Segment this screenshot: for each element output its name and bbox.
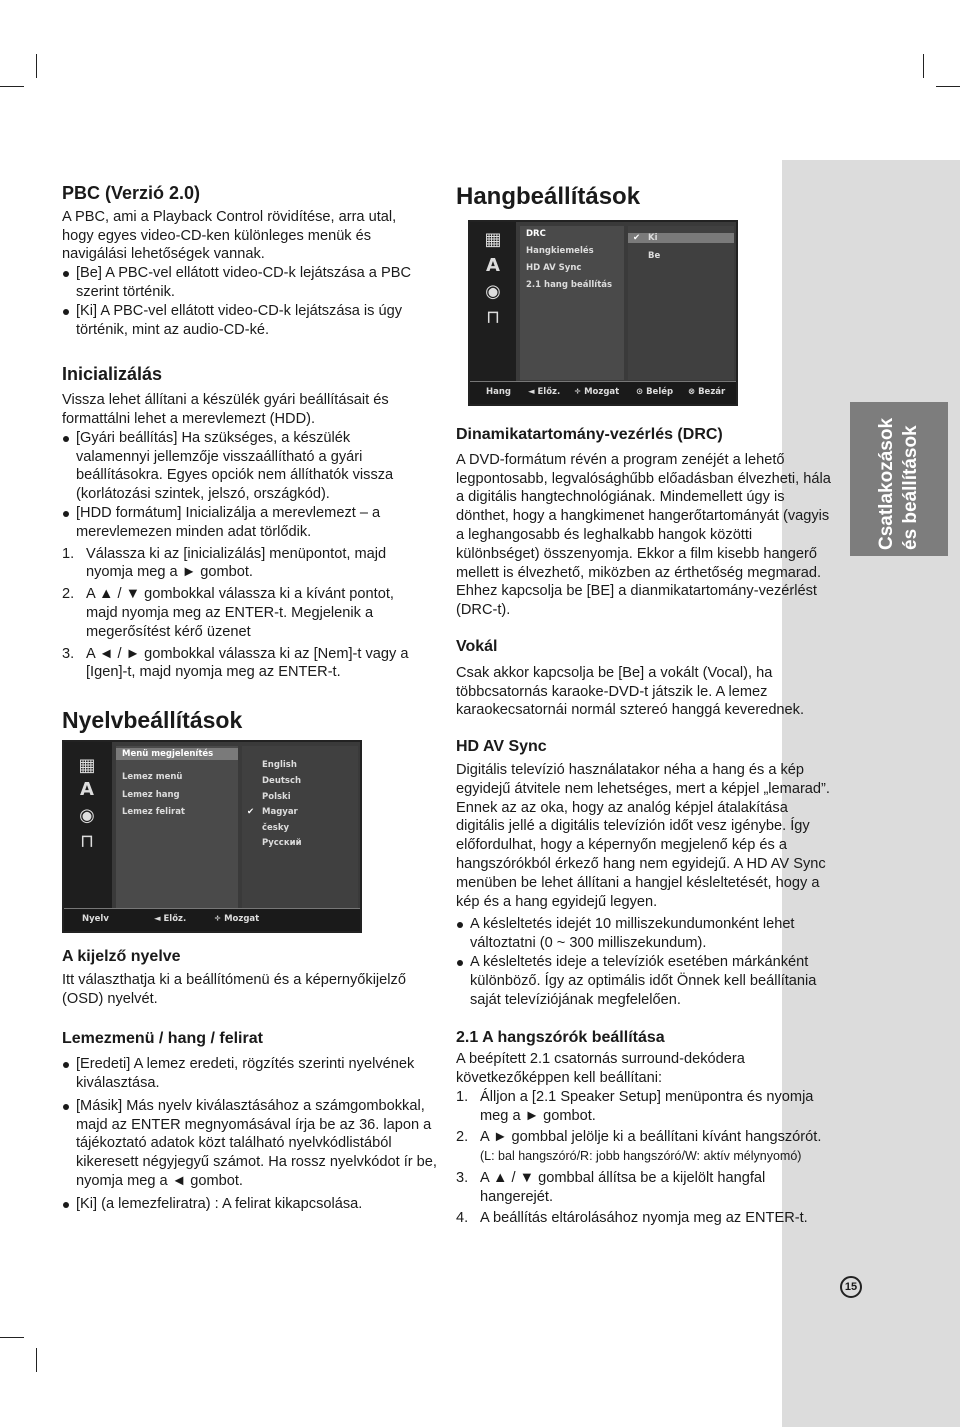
- osd-icon-strip: [470, 222, 516, 404]
- osd-menu-list: [116, 746, 238, 908]
- osd-icon-strip: [64, 742, 112, 931]
- osd-bar-close: ⊗ Bezár: [688, 387, 726, 397]
- step-text: A ◄ / ► gombokkal válassza ki az [Nem]-t vagy a [Igen]-t, majd nyomja meg az ENTER-t.: [86, 645, 409, 681]
- init-bullet: [HDD formátum] Inicializálja a merevlemezt – a merevlemezen minden adat törlődik.: [62, 504, 422, 542]
- osd-bar-prev: ◄ Előz.: [528, 387, 561, 397]
- disc-icon: ▦: [78, 755, 96, 776]
- pbc-intro: A PBC, ami a Playback Control rövidítése, arra utal, hogy egyes video-CD-ken különleges menük és navigálási lehetőségek vannak.: [62, 208, 397, 263]
- osd-menu-item[interactable]: Lemez felirat: [122, 807, 185, 817]
- osd-option[interactable]: Polski: [262, 792, 291, 802]
- osd-option-list: [242, 746, 358, 908]
- hdav-bullet: A késleltetés ideje a televíziók esetében márkánként különböző. Így az optimális időt Önnek kell beállítania saját televíziójának megfelelően.: [456, 953, 834, 1009]
- step-text: Álljon a [2.1 Speaker Setup] menüpontra és nyomja meg a ► gombot.: [480, 1088, 814, 1124]
- crop-mark: [936, 86, 960, 87]
- section-tab-label: [850, 402, 948, 556]
- osd-bottom-bar: [64, 908, 360, 931]
- lemezmenu-bullet: [Ki] (a lemezfeliratra) : A felirat kikapcsolása.: [62, 1195, 440, 1214]
- osd-menu-item[interactable]: Menü megjelenítés: [116, 748, 238, 760]
- osd-menu-item[interactable]: Lemez menü: [122, 772, 183, 782]
- step-text: A ► gombbal jelölje ki a beállítani kívánt hangszórót.: [480, 1129, 822, 1146]
- step-note: (L: bal hangszóró/R: jobb hangszóró/W: aktív mélynyomó): [480, 1149, 802, 1164]
- hang-title: Hangbeállítások: [456, 183, 641, 210]
- kijelzo-text: Itt választhatja ki a beállítómenü és a képernyőkijelző (OSD) nyelvét.: [62, 971, 406, 1007]
- init-step: [62, 645, 422, 683]
- init-bullet: [Gyári beállítás] Ha szükséges, a készülék valamennyi jellemzője visszaállítható a gyári beállításokra. Egyes opciók nem állíthatók vissza (korlátozási szintek, jelszó, országkód).: [62, 429, 422, 504]
- speaker-step: [456, 1209, 834, 1228]
- pbc-title: PBC (Verzió 2.0): [62, 183, 201, 203]
- hdav-bullet: A késleltetés idejét 10 milliszekundumonként lehet változtatni (0 ~ 300 milliszekundum).: [456, 915, 834, 953]
- step-text: Válassza ki az [inicializálás] menüpontot, majd nyomja meg a ► gombot.: [86, 545, 387, 581]
- osd-option-label: Ki: [648, 233, 658, 243]
- step-text: A beállítás eltárolásához nyomja meg az ENTER-t.: [480, 1210, 808, 1227]
- speaker-intro: A beépített 2.1 csatornás surround-dekódera következőképpen kell beállítani:: [456, 1051, 745, 1086]
- step-text: A ▲ / ▼ gombokkal válassza ki a kívánt pontot, majd nyomja meg az ENTER-t. Megjelenik a megerősítést kérő üzenet: [86, 586, 394, 640]
- drc-title: Dinamikatartomány-vezérlés (DRC): [456, 426, 723, 443]
- osd-bar-enter: ⊙ Belép: [636, 387, 674, 397]
- drc-text: A DVD-formátum révén a program zenéjét a lehető legpontosabb, legvalósághűbb előadásban élvezheti, hála a digitális hangtechnológiának. Mindemellett úgy is dönthet, hogy a hangkimenet hangerőtartományát (vagyis a leghangosabb és leghalkabb hangok közötti különbséget) összenyomja. Ekkor a film kisebb hangerő mellett is élvezhető, miközben az érthetőség megmarad. Ehhez kapcsolja be [BE] a dianmikatartomány-vezérlést (DRC-t).: [456, 451, 831, 619]
- hdav-title: HD AV Sync: [456, 738, 547, 756]
- osd-option[interactable]: English: [262, 760, 297, 770]
- lock-icon: ⊓: [79, 831, 95, 852]
- osd-bar-move: ÷ Mozgat: [574, 387, 620, 397]
- language-icon: A: [80, 779, 94, 800]
- step-number: 1.: [456, 1088, 469, 1105]
- lemezmenu-bullet: [Eredeti] A lemez eredeti, rögzítés szerinti nyelvének kiválasztása.: [62, 1055, 440, 1093]
- right-column-text: [456, 426, 834, 1228]
- osd-option[interactable]: [628, 233, 734, 243]
- lemezmenu-bullet: [Másik] Más nyelv kiválasztásához a számgombokkal, majd az ENTER megnyomásával írja be az 36. lapon a tájékoztató adatok közt található nyelvkódlistából kikeresett négyjegyű számot. Ha rossz nyelvkódot ír be, nyomja meg a ◄ gombot.: [62, 1097, 440, 1191]
- speaker-step: [456, 1169, 834, 1207]
- osd-menu-item[interactable]: 2.1 hang beállítás: [526, 280, 613, 290]
- pbc-bullet: [Be] A PBC-vel ellátott video-CD-k lejátszása a PBC szerint történik.: [62, 264, 422, 302]
- step-number: 3.: [456, 1169, 469, 1186]
- crop-mark: [36, 54, 37, 78]
- init-title: Inicializálás: [62, 364, 163, 385]
- speaker-title: 2.1 A hangszórók beállítása: [456, 1029, 665, 1047]
- osd-menu-item[interactable]: Lemez hang: [122, 790, 180, 800]
- section-tab-line1: Csatlakozások: [876, 417, 897, 550]
- osd-option-label: Magyar: [262, 807, 298, 817]
- osd-bar-move: ÷ Mozgat: [214, 914, 260, 924]
- init-step: [62, 545, 422, 583]
- osd-bottom-bar: [470, 381, 736, 404]
- language-icon: A: [486, 255, 500, 276]
- sound-menu-screenshot: [468, 220, 738, 406]
- page-number: 15: [840, 1276, 862, 1298]
- step-number: 1.: [62, 545, 75, 562]
- step-number: 3.: [62, 645, 75, 662]
- speaker-step: [456, 1128, 834, 1166]
- init-intro: Vissza lehet állítani a készülék gyári beállításait és formattálni lehet a merevlemezt (HDD).: [62, 392, 389, 427]
- left-column-bottom: [62, 948, 440, 1214]
- crop-mark: [923, 54, 924, 78]
- crop-mark: [0, 1337, 24, 1338]
- kijelzo-title: A kijelző nyelve: [62, 948, 181, 965]
- osd-option[interactable]: česky: [262, 823, 290, 833]
- crop-mark: [0, 86, 24, 87]
- lock-icon: ⊓: [485, 307, 501, 328]
- nyelv-title: Nyelvbeállítások: [62, 707, 243, 733]
- disc-icon: ▦: [484, 229, 502, 250]
- crop-mark: [36, 1348, 37, 1372]
- step-number: 2.: [456, 1129, 469, 1146]
- speaker-icon: ◉: [485, 281, 501, 302]
- check-icon: ✔: [633, 233, 641, 243]
- section-tab-line2: és beállítások: [900, 425, 921, 550]
- osd-option[interactable]: Be: [648, 251, 661, 261]
- language-menu-screenshot: [62, 740, 362, 933]
- step-number: 2.: [62, 586, 75, 603]
- osd-menu-item[interactable]: HD AV Sync: [526, 263, 582, 273]
- osd-bar-prev: ◄ Előz.: [154, 914, 187, 924]
- step-number: 4.: [456, 1210, 469, 1227]
- osd-option[interactable]: Русский: [262, 838, 302, 848]
- osd-menu-item[interactable]: DRC: [526, 229, 546, 239]
- lemezmenu-title: Lemezmenü / hang / felirat: [62, 1030, 263, 1048]
- osd-menu-list: [520, 226, 624, 380]
- check-icon: ✔: [247, 807, 255, 817]
- hdav-text: Digitális televízió használatakor néha a hang és a kép egyidejű átvitele nem lehetséges, mert a képjel „lemarad”. Ennek az az oka, hogy az analóg képjel átalakítása digitális jellé a digitális televízión időt vesz igénybe. Így előfordulhat, hogy a képernyőn megjelenő kép és a hangszórókból érkező hang nem egyidejű. A HD AV Sync menüben be lehet állítani a hangjel késleltetését, hogy a kép és a hang egyidejű legyen.: [456, 761, 830, 910]
- speaker-icon: ◉: [79, 805, 95, 826]
- osd-bar-label: Hang: [486, 387, 511, 397]
- osd-bar-label: Nyelv: [82, 914, 109, 924]
- vokal-title: Vokál: [456, 637, 498, 655]
- osd-option[interactable]: [247, 807, 298, 817]
- osd-option[interactable]: Deutsch: [262, 776, 302, 786]
- osd-option-list: [628, 226, 734, 380]
- pbc-bullet: [Ki] A PBC-vel ellátott video-CD-k lejátszása is úgy történik, mint az audio-CD-ké.: [62, 302, 422, 340]
- left-column-top: [62, 184, 422, 682]
- speaker-step: [456, 1088, 834, 1126]
- osd-menu-item[interactable]: Hangkiemelés: [526, 246, 594, 256]
- vokal-text: Csak akkor kapcsolja be [Be] a vokált (Vocal), ha többcsatornás karaoke-DVD-t játszik le. A lemez karaokecsatornái normál sztereó hanggá keverednek.: [456, 664, 805, 719]
- init-step: [62, 585, 422, 641]
- step-text: A ▲ / ▼ gombbal állítsa be a kijelölt hangfal hangerejét.: [480, 1169, 766, 1205]
